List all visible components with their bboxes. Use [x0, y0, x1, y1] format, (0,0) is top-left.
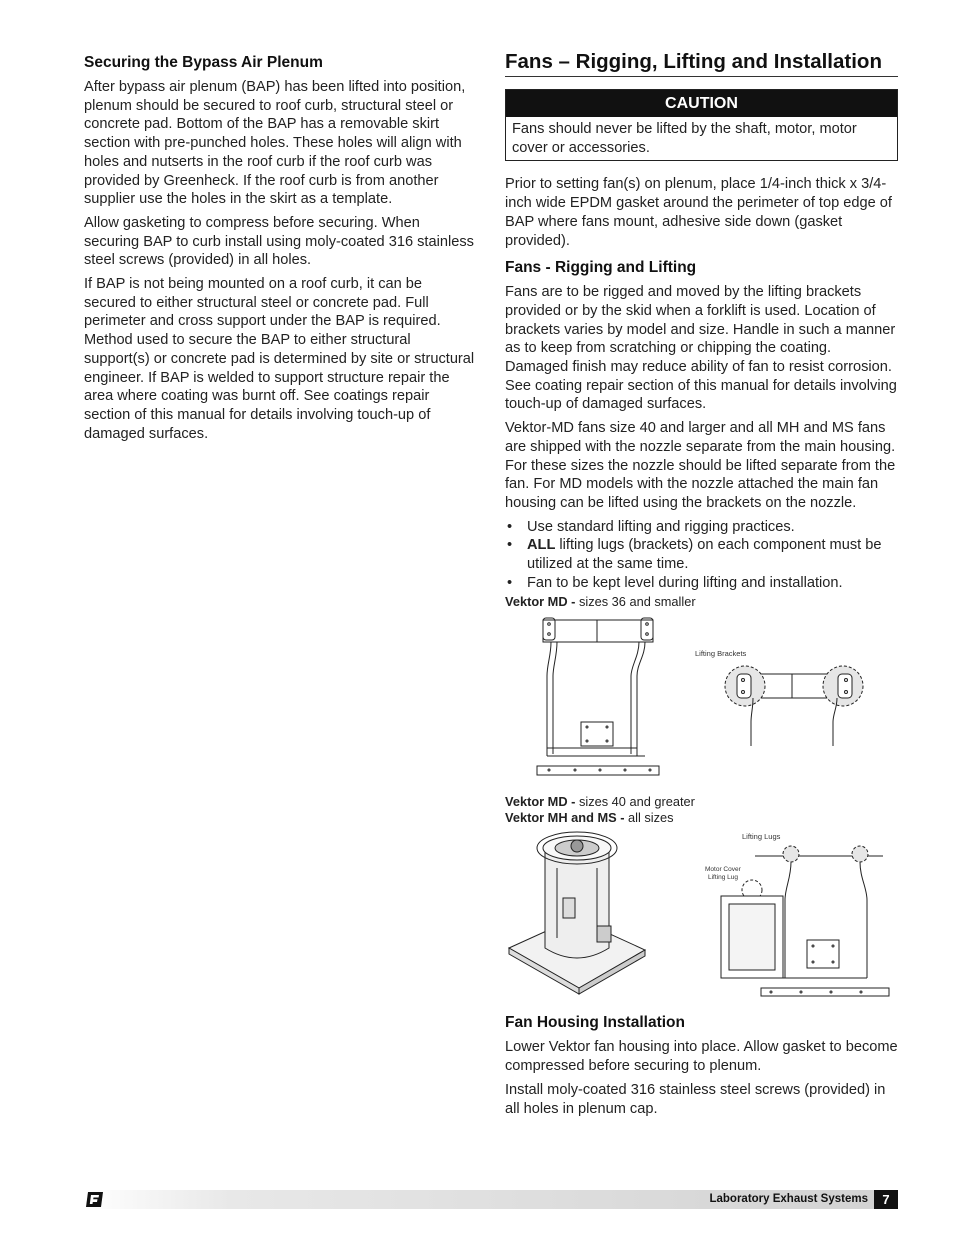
list-item: • Use standard lifting and rigging practices.: [507, 518, 795, 535]
bullet-glyph: •: [507, 537, 513, 554]
paragraph: Allow gasketing to compress before securing. When securing BAP to curb install using moly-coated 316 stainless steel screws (provided) in all holes.: [84, 214, 474, 269]
paragraph: Lower Vektor fan housing into place. Allow gasket to become compressed before securing to plenum.: [505, 1039, 898, 1075]
fan-large-illustration: [505, 828, 898, 1008]
bullet-glyph: •: [507, 574, 513, 591]
caution-box: [505, 89, 898, 161]
page-number: 7: [874, 1190, 898, 1209]
right-column: [505, 50, 898, 1123]
paragraph: Install moly-coated 316 stainless steel screws (provided) in all holes in plenum cap.: [505, 1081, 886, 1117]
callout-lifting-lugs: Lifting Lugs: [742, 832, 781, 842]
paragraph: After bypass air plenum (BAP) has been lifted into position, plenum should be secured to roof curb, structural steel or concrete pad. Bottom of the BAP has a removable skirt section with pre-punched holes. These holes will align with holes and nutserts in the roof curb if the roof curb was provided by Greenheck. If the roof curb is from another supplier use the holes in the skirt as a template.: [84, 79, 466, 208]
figure-1-caption: Vektor MD - sizes 36 and smaller: [505, 594, 696, 610]
bullet-list: [505, 518, 898, 593]
left-column: [84, 50, 476, 448]
figure-2-caption: Vektor MD - sizes 40 and greater Vektor MH and MS - all sizes: [505, 794, 695, 826]
paragraph: Vektor-MD fans size 40 and larger and all MH and MS fans are shipped with the nozzle separate from the main housing. For these sizes the nozzle should be lifted separate from the fan. For MD models with the nozzle attached the main fan housing can be lifted using the brackets on the nozzle.: [505, 420, 896, 511]
bullet-glyph: •: [507, 518, 513, 535]
section-heading-securing-bap: Securing the Bypass Air Plenum: [84, 54, 323, 71]
page-title: Fans – Rigging, Lifting and Installation: [505, 50, 898, 77]
figure-vektor-md-large: [505, 828, 898, 1008]
figure-vektor-md-small: [505, 616, 898, 786]
footer-title: Laboratory Exhaust Systems: [709, 1193, 868, 1205]
section-heading-fan-housing: Fan Housing Installation: [505, 1014, 685, 1032]
fan-small-illustration: [505, 616, 898, 786]
callout-lifting-brackets: Lifting Brackets: [695, 649, 747, 659]
section-heading-rigging: Fans - Rigging and Lifting: [505, 259, 697, 277]
list-item: • Fan to be kept level during lifting and installation.: [507, 574, 843, 591]
greenheck-logo-icon: [84, 1191, 104, 1208]
intro-paragraph: Prior to setting fan(s) on plenum, place 1/4-inch thick x 3/4-inch wide EPDM gasket around the perimeter of top edge of BAP where fans mount, adhesive side down (gasket provided).: [505, 176, 892, 249]
callout-motor-cover: Motor Cover Lifting Lug: [705, 866, 741, 882]
list-item: • ALL lifting lugs (brackets) on each component must be utilized at the same time.: [507, 537, 882, 573]
page-footer: [84, 1190, 898, 1209]
paragraph: Fans are to be rigged and moved by the lifting brackets provided or by the skid when a forklift is used. Location of brackets varies by model and size. Handle in such a manner as to keep from scratching or chipping the coating. Damaged finish may reduce ability of fan to resist corrosion. See coating repair section of this manual for details involving touch-up of damaged surfaces.: [505, 284, 897, 413]
caution-text: Fans should never be lifted by the shaft, motor, motor cover or accessories.: [512, 121, 857, 156]
paragraph: If BAP is not being mounted on a roof curb, it can be secured to either structural steel or concrete pad. Full perimeter and cross support under the BAP is required. Method used to secure the BAP to either structural support(s) or concrete pad is determined by site or structural engineer. If BAP is welded to support structure repair the area where coating was burnt off. See coatings repair section of this manual for details involving touch-up of damaged surfaces.: [84, 276, 475, 442]
caution-label: CAUTION: [506, 90, 897, 117]
